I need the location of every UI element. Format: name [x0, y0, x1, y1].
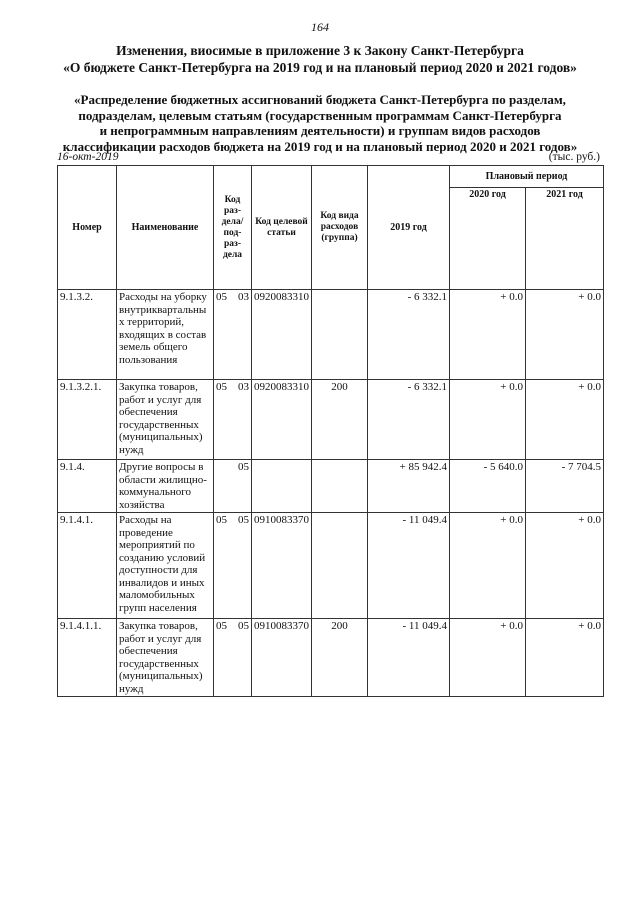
row-target: 0910083370	[252, 513, 312, 619]
col-header-name: Наименование	[117, 166, 214, 290]
row-2019: - 11 049.4	[368, 619, 450, 697]
col-header-kind: Код вида расходов (группа)	[312, 166, 368, 290]
table-row	[58, 380, 604, 460]
document-title	[20, 42, 620, 76]
col-header-planned: Плановый период	[450, 166, 604, 188]
row-number: 9.1.3.2.	[58, 290, 117, 380]
col-header-2020: 2020 год	[450, 188, 526, 290]
col-header-2021: 2021 год	[526, 188, 604, 290]
row-2021: + 0.0	[526, 513, 604, 619]
table-caption	[20, 92, 620, 154]
table-row	[58, 619, 604, 697]
caption-line-3: и непрограммным направлениям деятельности) и группам видов расходов	[99, 123, 541, 138]
title-line-2: «О бюджете Санкт-Петербурга на 2019 год и на плановый период 2020 и 2021 годов»	[63, 60, 577, 75]
row-2020: + 0.0	[450, 290, 526, 380]
caption-line-1: «Распределение бюджетных ассигнований бюджета Санкт-Петербурга по разделам,	[74, 92, 566, 107]
col-header-target: Код целевой статьи	[252, 166, 312, 290]
col-header-section: Код раз-дела/ под-раз-дела	[214, 166, 252, 290]
row-2019: + 85 942.4	[368, 460, 450, 513]
caption-line-4: классификации расходов бюджета на 2019 год и на плановый период 2020 и 2021 годов»	[62, 138, 578, 154]
row-target	[252, 460, 312, 513]
row-name: Другие вопросы в области жилищно-коммунального хозяйства	[117, 460, 214, 513]
row-kind: 200	[312, 380, 368, 460]
title-line-1: Изменения, виосимые в приложение 3 к Закону Санкт-Петербурга	[116, 43, 524, 58]
row-2020: - 5 640.0	[450, 460, 526, 513]
row-section: 05	[214, 460, 252, 513]
row-2021: - 7 704.5	[526, 460, 604, 513]
col-header-2019: 2019 год	[368, 166, 450, 290]
row-section: 05 03	[214, 380, 252, 460]
caption-line-2: подразделам, целевым статьям (государственным программам Санкт-Петербурга	[78, 107, 562, 123]
row-name: Закупка товаров, работ и услуг для обеспечения государственных (муниципальных) нужд	[117, 619, 214, 697]
row-2020: + 0.0	[450, 380, 526, 460]
row-2021: + 0.0	[526, 290, 604, 380]
row-name: Закупка товаров, работ и услуг для обеспечения государственных (муниципальных) нужд	[117, 380, 214, 460]
row-number: 9.1.3.2.1.	[58, 380, 117, 460]
row-2021: + 0.0	[526, 380, 604, 460]
row-number: 9.1.4.	[58, 460, 117, 513]
table-row	[58, 513, 604, 619]
row-kind	[312, 290, 368, 380]
table-row	[58, 460, 604, 513]
page-number: 164	[311, 20, 329, 34]
row-kind	[312, 513, 368, 619]
row-section: 05 05	[214, 619, 252, 697]
row-target: 0910083370	[252, 619, 312, 697]
row-target: 0920083310	[252, 290, 312, 380]
row-name: Расходы на уборку внутриквартальны х территорий, входящих в состав земель общего пользования	[117, 290, 214, 380]
row-2019: - 11 049.4	[368, 513, 450, 619]
units-label: (тыс. руб.)	[548, 151, 600, 163]
col-header-number: Номер	[58, 166, 117, 290]
row-section: 05 05	[214, 513, 252, 619]
row-2019: - 6 332.1	[368, 380, 450, 460]
document-date: 16-окт-2019	[57, 151, 119, 163]
row-2020: + 0.0	[450, 619, 526, 697]
row-number: 9.1.4.1.1.	[58, 619, 117, 697]
row-2019: - 6 332.1	[368, 290, 450, 380]
row-target: 0920083310	[252, 380, 312, 460]
row-number: 9.1.4.1.	[58, 513, 117, 619]
row-section: 05 03	[214, 290, 252, 380]
row-kind	[312, 460, 368, 513]
table-row	[58, 290, 604, 380]
row-name: Расходы на проведение мероприятий по созданию условий доступности для инвалидов и иных маломобильных групп населения	[117, 513, 214, 619]
row-2021: + 0.0	[526, 619, 604, 697]
row-kind: 200	[312, 619, 368, 697]
budget-table	[57, 165, 604, 697]
row-2020: + 0.0	[450, 513, 526, 619]
